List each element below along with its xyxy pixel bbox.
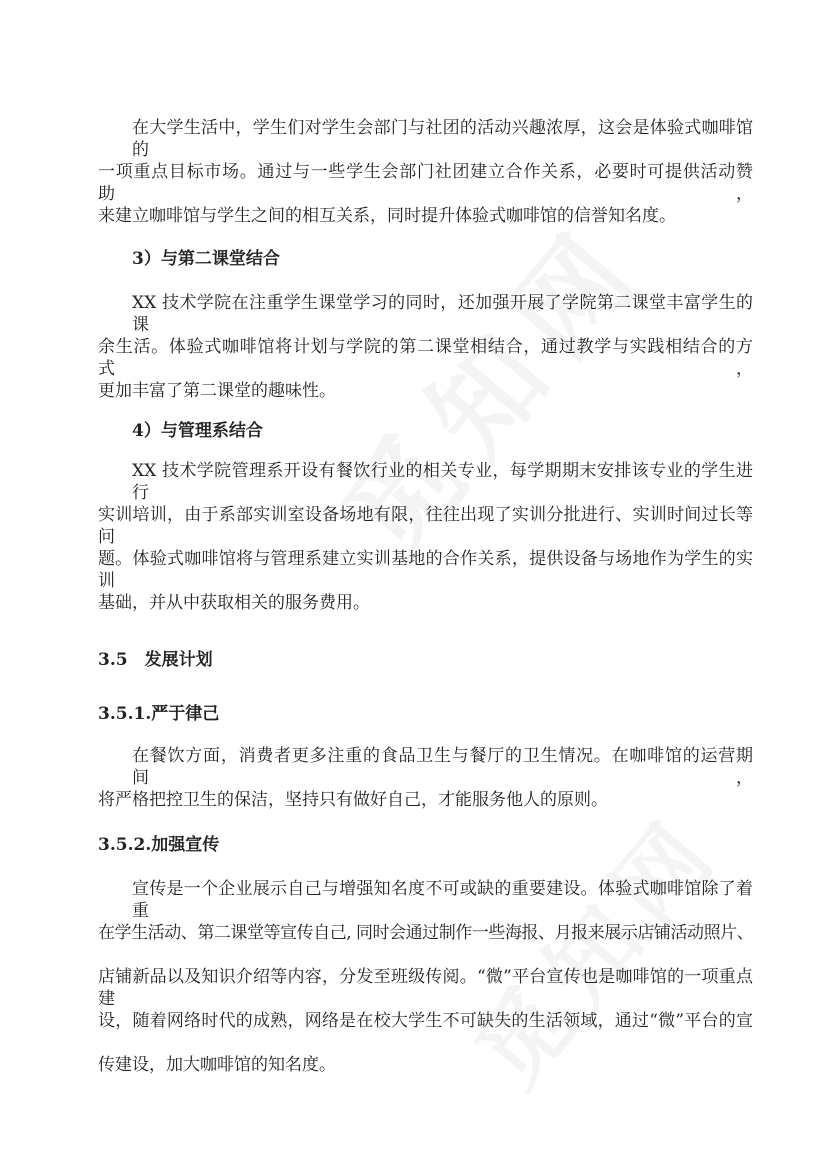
paragraph-line: 在大学生活中，学生们对学生会部门与社团的活动兴趣浓厚，这会是体验式咖啡馆的 [132, 118, 753, 160]
paragraph-line: XX 技术学院在注重学生课堂学习的同时，还加强开展了学院第二课堂丰富学生的课 [132, 293, 753, 335]
paragraph-line: 基础，并从中获取相关的服务费用。 [98, 593, 370, 613]
paragraph-line: 设，随着网络时代的成熟，网络是在校大学生不可缺失的生活领域，通过“微”平台的宣 [98, 1011, 753, 1031]
section-heading: 3.5 发展计划 [98, 650, 213, 670]
paragraph-line: 更加丰富了第二课堂的趣味性。 [98, 381, 336, 401]
paragraph-line: 余生活。体验式咖啡馆将计划与学院的第二课堂相结合，通过教学与实践相结合的方式， [98, 337, 753, 379]
subheading: 3）与第二课堂结合 [132, 249, 280, 269]
paragraph-line: 宣传是一个企业展示自己与增强知名度不可或缺的重要建设。体验式咖啡馆除了着重 [132, 879, 753, 921]
paragraph-line: 来建立咖啡馆与学生之间的相互关系，同时提升体验式咖啡馆的信誉知名度。 [98, 206, 676, 226]
section-heading: 3.5.1.严于律己 [98, 704, 220, 724]
paragraph-line: 传建设，加大咖啡馆的知名度。 [98, 1055, 336, 1075]
paragraph-line: 题。体验式咖啡馆将与管理系建立实训基地的合作关系，提供设备与场地作为学生的实训 [98, 549, 753, 591]
paragraph-line: 实训培训，由于系部实训室设备场地有限，往往出现了实训分批进行、实训时间过长等问 [98, 505, 753, 547]
paragraph-line: 一项重点目标市场。通过与一些学生会部门社团建立合作关系，必要时可提供活动赞助， [98, 162, 753, 204]
section-heading: 3.5.2.加强宣传 [98, 835, 220, 855]
subheading: 4）与管理系结合 [132, 421, 263, 441]
paragraph-line: 在餐饮方面，消费者更多注重的食品卫生与餐厅的卫生情况。在咖啡馆的运营期间， [132, 746, 753, 788]
paragraph-line: 将严格把控卫生的保洁，坚持只有做好自己，才能服务他人的原则。 [98, 790, 608, 810]
paragraph-line: 在学生活动、第二课堂等宣传自己, 同时会通过制作一些海报、月报来展示店铺活动照片、 [98, 923, 753, 943]
paragraph-line: 店铺新品以及知识介绍等内容，分发至班级传阅。“微”平台宣传也是咖啡馆的一项重点建 [98, 967, 753, 1009]
paragraph-line: XX 技术学院管理系开设有餐饮行业的相关专业，每学期期末安排该专业的学生进行 [132, 461, 753, 503]
